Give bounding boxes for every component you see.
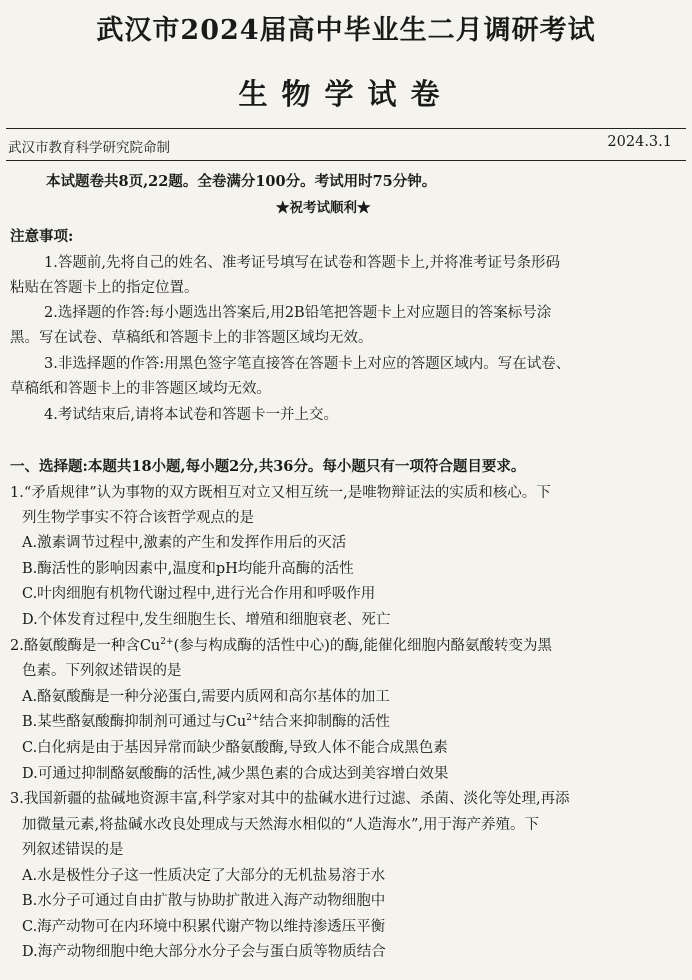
exam-summary: 本试题卷共8页,22题。全卷满分100分。考试用时75分钟。 xyxy=(46,173,437,190)
q1-option-c: C.叶肉细胞有机物代谢过程中,进行光合作用和呼吸作用 xyxy=(22,586,376,602)
q2-superscript: 2+ xyxy=(160,637,174,648)
section1-heading: 一、选择题:本题共18小题,每小题2分,共36分。每小题只有一项符合题目要求。 xyxy=(10,458,526,475)
q2-option-d: D.可通过抑制酪氨酸酶的活性,减少黑色素的合成达到美容增白效果 xyxy=(22,766,449,782)
q3-stem: 列叙述错误的是 xyxy=(22,842,124,858)
q1-option-d: D.个体发育过程中,发生细胞生长、增殖和细胞衰老、死亡 xyxy=(22,612,391,628)
q2-stem: 色素。下列叙述错误的是 xyxy=(22,663,182,679)
q3-option-b: B.水分子可通过自由扩散与协助扩散进入海产动物细胞中 xyxy=(22,893,386,909)
subject-title: 生物学试卷 xyxy=(238,77,454,111)
note-line: 黑。写在试卷、草稿纸和答题卡上的非答题区域均无效。 xyxy=(10,330,373,346)
q3-stem: 加微量元素,将盐碱水改良处理成与天然海水相似的“人造海水”,用于海产养殖。下 xyxy=(22,817,540,833)
note-line: 粘贴在答题卡上的指定位置。 xyxy=(10,280,199,296)
q2-stem-text: 2.酪氨酸酶是一种含Cu xyxy=(10,638,161,654)
exam-title: 武汉市2024届高中毕业生二月调研考试 xyxy=(96,15,596,46)
header-rule-bottom xyxy=(6,160,686,161)
q2-option-b-text: 结合来抑制酶的活性 xyxy=(259,714,390,730)
q2-option-b xyxy=(22,713,390,731)
note-line: 草稿纸和答题卡上的非答题区域均无效。 xyxy=(10,381,271,397)
q1-stem: 1.“矛盾规律”认为事物的双方既相互对立又相互统一,是唯物辩证法的实质和核心。下 xyxy=(10,485,551,501)
note-line: 3.非选择题的作答:用黑色签字笔直接答在答题卡上对应的答题区域内。写在试卷、 xyxy=(44,356,571,372)
q2-stem-text: (参与构成酶的活性中心)的酶,能催化细胞内酪氨酸转变为黑 xyxy=(173,638,552,654)
issuer-label: 武汉市教育科学研究院命制 xyxy=(8,140,170,156)
q2-superscript: 2+ xyxy=(246,713,260,724)
q2-option-c: C.白化病是由于基因异常而缺少酪氨酸酶,导致人体不能合成黑色素 xyxy=(22,740,448,756)
note-line: 1.答题前,先将自己的姓名、准考证号填写在试卷和答题卡上,并将准考证号条形码 xyxy=(44,255,561,271)
q1-option-b: B.酶活性的影响因素中,温度和pH均能升高酶的活性 xyxy=(22,561,354,577)
note-line: 4.考试结束后,请将本试卷和答题卡一并上交。 xyxy=(44,407,338,423)
q2-stem xyxy=(10,637,552,655)
good-luck-wish: ★祝考试顺利★ xyxy=(276,200,371,216)
q3-stem: 3.我国新疆的盐碱地资源丰富,科学家对其中的盐碱水进行过滤、杀菌、淡化等处理,再添 xyxy=(10,791,570,807)
note-line: 2.选择题的作答:每小题选出答案后,用2B铅笔把答题卡上对应题目的答案标号涂 xyxy=(44,305,552,321)
q2-option-a: A.酪氨酸酶是一种分泌蛋白,需要内质网和高尔基体的加工 xyxy=(22,689,390,705)
q3-option-d: D.海产动物细胞中绝大部分水分子会与蛋白质等物质结合 xyxy=(22,944,386,960)
q3-option-c: C.海产动物可在内环境中积累代谢产物以维持渗透压平衡 xyxy=(22,919,386,935)
q1-option-a: A.激素调节过程中,激素的产生和发挥作用后的灭活 xyxy=(22,535,347,551)
q3-option-a: A.水是极性分子这一性质决定了大部分的无机盐易溶于水 xyxy=(22,868,386,884)
q2-option-b-text: B.某些酪氨酸酶抑制剂可通过与Cu xyxy=(22,714,247,730)
exam-date: 2024.3.1 xyxy=(607,134,672,150)
header-rule-top xyxy=(6,128,686,129)
q1-stem: 列生物学事实不符合该哲学观点的是 xyxy=(22,510,254,526)
notes-heading: 注意事项: xyxy=(10,228,74,245)
